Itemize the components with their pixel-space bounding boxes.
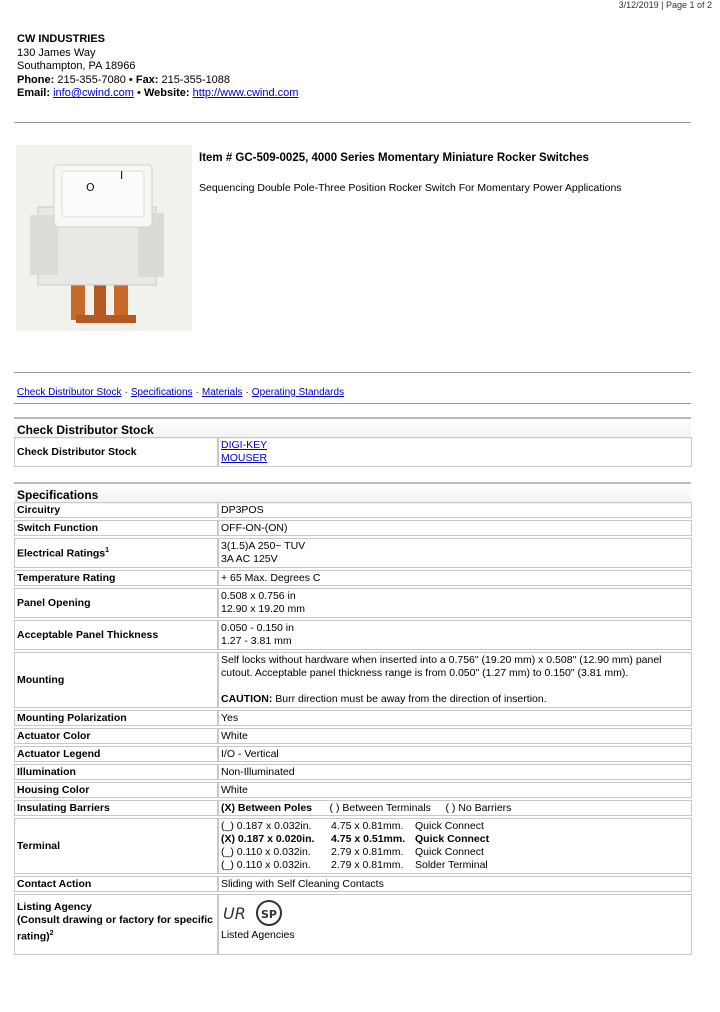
nav-link-specifications[interactable]: Specifications bbox=[130, 387, 193, 398]
table-row bbox=[14, 876, 692, 892]
terminal-option: (_) 0.110 x 0.032in. 2.79 x 0.81mm. Solder Terminal bbox=[221, 859, 488, 871]
table-row bbox=[14, 620, 692, 650]
spec-value: DP3POS bbox=[218, 502, 692, 518]
spec-value: 0.508 x 0.756 in 12.90 x 19.20 mm bbox=[218, 588, 692, 618]
spec-label: Circuitry bbox=[14, 502, 218, 518]
terminal-option: (_) 0.110 x 0.032in. 2.79 x 0.81mm. Quick Connect bbox=[221, 846, 484, 858]
on-symbol: I bbox=[120, 169, 124, 182]
spec-value: 3(1.5)A 250~ TUV 3A AC 125V bbox=[218, 538, 692, 568]
distributor-heading: Check Distributor Stock bbox=[14, 417, 691, 439]
table-row bbox=[14, 710, 692, 726]
spec-value: OFF-ON-(ON) bbox=[218, 520, 692, 536]
spec-label: Illumination bbox=[14, 764, 218, 780]
product-title: Item # GC-509-0025, 4000 Series Momentary Miniature Rocker Switches bbox=[199, 152, 589, 164]
csa-logo bbox=[255, 899, 283, 927]
nav-link-materials[interactable]: Materials bbox=[201, 387, 243, 398]
spec-value bbox=[218, 894, 692, 955]
spec-label: Mounting bbox=[14, 652, 218, 708]
company-phone-line: Phone: 215-355-7080 • Fax: 215-355-1088 bbox=[17, 73, 231, 86]
company-name: CW INDUSTRIES bbox=[17, 33, 105, 45]
table-row bbox=[14, 728, 692, 744]
spec-label: Insulating Barriers bbox=[14, 800, 218, 816]
listing-value: Listed Agencies bbox=[221, 929, 295, 941]
spec-value: Sliding with Self Cleaning Contacts bbox=[218, 876, 692, 892]
nav-link-distributor[interactable]: Check Distributor Stock bbox=[17, 387, 122, 398]
spec-label: Terminal bbox=[14, 818, 218, 874]
spec-value: Non-Illuminated bbox=[218, 764, 692, 780]
off-symbol: O bbox=[86, 181, 95, 194]
spec-label: Contact Action bbox=[14, 876, 218, 892]
email-link[interactable]: info@cwind.com bbox=[53, 87, 134, 100]
spec-label: Mounting Polarization bbox=[14, 710, 218, 726]
page-date-info: 3/12/2019 | Page 1 of 2 bbox=[618, 0, 712, 10]
specifications-table bbox=[14, 500, 692, 957]
spec-value: White bbox=[218, 782, 692, 798]
spec-value: (X) Between Poles ( ) Between Terminals ( ) No Barriers bbox=[218, 800, 692, 816]
table-row bbox=[14, 652, 692, 708]
spec-label: Actuator Color bbox=[14, 728, 218, 744]
divider bbox=[14, 372, 691, 373]
ur-logo bbox=[221, 901, 249, 925]
digikey-link[interactable]: DIGI-KEY bbox=[221, 439, 268, 451]
specifications-heading: Specifications bbox=[14, 482, 691, 504]
company-block bbox=[17, 33, 298, 101]
table-row bbox=[14, 894, 692, 955]
distributor-links bbox=[218, 437, 692, 467]
table-row bbox=[14, 818, 692, 874]
company-email-line: Email: info@cwind.com • Website: http://www.cwind.com bbox=[17, 87, 299, 100]
company-address2: Southampton, PA 18966 bbox=[17, 60, 136, 73]
table-row bbox=[14, 520, 692, 536]
table-row bbox=[14, 502, 692, 518]
website-link[interactable]: http://www.cwind.com bbox=[192, 87, 299, 100]
company-address1: 130 James Way bbox=[17, 46, 96, 59]
spec-label: Temperature Rating bbox=[14, 570, 218, 586]
spec-label: Listing Agency (Consult drawing or factory for specific rating)$^2$ bbox=[14, 894, 218, 955]
spec-label: Panel Opening bbox=[14, 588, 218, 618]
svg-text:SP: SP bbox=[261, 908, 277, 921]
product-subtitle: Sequencing Double Pole-Three Position Rocker Switch For Momentary Power Applications bbox=[199, 182, 622, 194]
terminal-option: (_) 0.187 x 0.032in. 4.75 x 0.81mm. Quick Connect bbox=[221, 820, 484, 832]
distributor-label: Check Distributor Stock bbox=[14, 437, 218, 467]
table-row bbox=[14, 764, 692, 780]
table-row bbox=[14, 746, 692, 762]
product-photo bbox=[16, 145, 192, 331]
divider bbox=[14, 122, 691, 123]
spec-value: + 65 Max. Degrees C bbox=[218, 570, 692, 586]
spec-label: Acceptable Panel Thickness bbox=[14, 620, 218, 650]
spec-value: I/O - Vertical bbox=[218, 746, 692, 762]
distributor-table bbox=[14, 435, 692, 469]
svg-text:UR: UR bbox=[223, 904, 246, 923]
spec-label: Housing Color bbox=[14, 782, 218, 798]
spec-value: Yes bbox=[218, 710, 692, 726]
table-row bbox=[14, 588, 692, 618]
table-row bbox=[14, 782, 692, 798]
terminal-options bbox=[218, 818, 692, 874]
spec-value: Self locks without hardware when inserted into a 0.756" (19.20 mm) x 0.508" (12.90 mm) panel cutout. Acceptable panel thickness range is from 0.050" (1.27 mm) to 0.150" (3.81 mm). CAUTION: Burr direction must be away from the direction of insertion. bbox=[218, 652, 692, 708]
divider bbox=[14, 403, 691, 404]
section-nav: Check Distributor Stock · Specifications · Materials · Operating Standards bbox=[17, 387, 345, 398]
spec-value: White bbox=[218, 728, 692, 744]
spec-value: 0.050 - 0.150 in 1.27 - 3.81 mm bbox=[218, 620, 692, 650]
table-row bbox=[14, 538, 692, 568]
spec-label: Switch Function bbox=[14, 520, 218, 536]
mouser-link[interactable]: MOUSER bbox=[221, 452, 268, 464]
table-row bbox=[14, 570, 692, 586]
terminal-option-selected: (X) 0.187 x 0.020in. 4.75 x 0.51mm. Quick Connect bbox=[221, 833, 490, 845]
spec-label: Actuator Legend bbox=[14, 746, 218, 762]
nav-link-operating-standards[interactable]: Operating Standards bbox=[251, 387, 345, 398]
table-row bbox=[14, 800, 692, 816]
table-row bbox=[14, 437, 692, 467]
spec-label: Electrical Ratings$^1$ bbox=[14, 538, 218, 568]
